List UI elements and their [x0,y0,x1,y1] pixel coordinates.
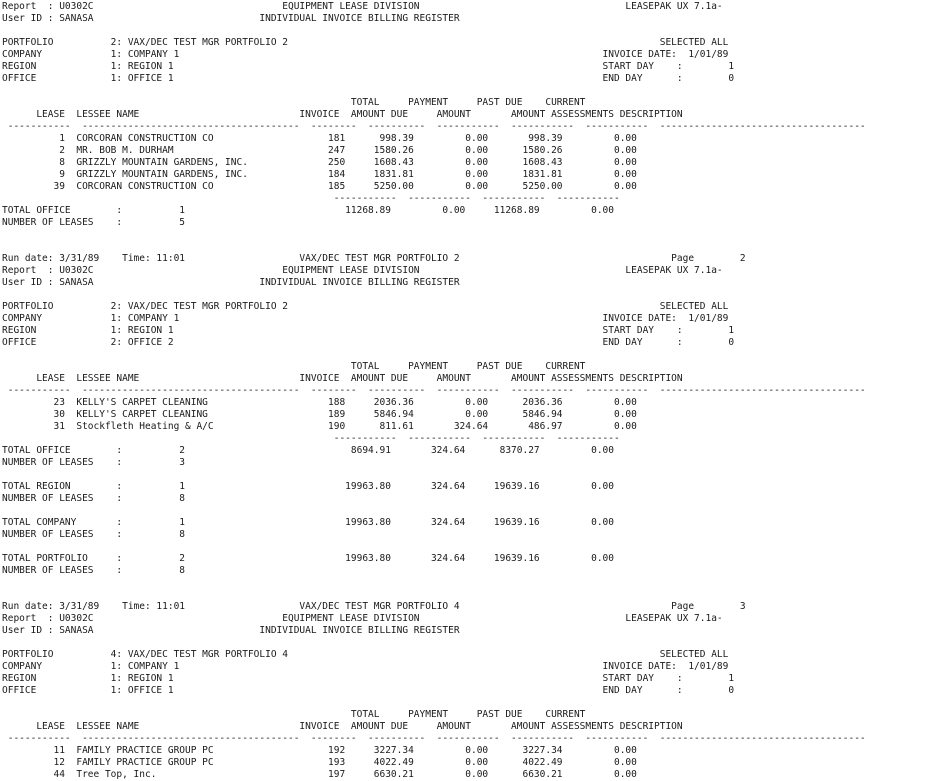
report-line: 44 Tree Top, Inc. 197 6630.21 0.00 6630.21 0.00 [2,769,637,780]
report-line: 23 KELLY'S CARPET CLEANING 188 2036.36 0.00 2036.36 0.00 [2,397,637,408]
report-line: User ID : SANASA INDIVIDUAL INVOICE BILLING REGISTER [2,13,460,24]
report-line: User ID : SANASA INDIVIDUAL INVOICE BILLING REGISTER [2,277,460,288]
report-line: Report : U0302C EQUIPMENT LEASE DIVISION LEASEPAK UX 7.1a- [2,613,723,624]
report-line: 39 CORCORAN CONSTRUCTION CO 185 5250.00 0.00 5250.00 0.00 [2,181,637,192]
report-line: NUMBER OF LEASES : 5 [2,217,186,228]
report-line: 8 GRIZZLY MOUNTAIN GARDENS, INC. 250 1608.43 0.00 1608.43 0.00 [2,157,637,168]
report-line: NUMBER OF LEASES : 8 [2,565,186,576]
report-line: REGION 1: REGION 1 START DAY : 1 [2,325,735,336]
report-line: Report : U0302C EQUIPMENT LEASE DIVISION LEASEPAK UX 7.1a- [2,265,723,276]
report-line: User ID : SANASA INDIVIDUAL INVOICE BILLING REGISTER [2,625,460,636]
report-line: REGION 1: REGION 1 START DAY : 1 [2,61,735,72]
report-line: PORTFOLIO 2: VAX/DEC TEST MGR PORTFOLIO 2 SELECTED ALL [2,37,729,48]
report-line: 11 FAMILY PRACTICE GROUP PC 192 3227.34 0.00 3227.34 0.00 [2,745,637,756]
report-line: COMPANY 1: COMPANY 1 INVOICE DATE: 1/01/89 [2,313,729,324]
report-line: NUMBER OF LEASES : 3 [2,457,186,468]
report-line: 12 FAMILY PRACTICE GROUP PC 193 4022.49 0.00 4022.49 0.00 [2,757,637,768]
report-line: 31 Stockfleth Heating & A/C 190 811.61 324.64 486.97 0.00 [2,421,637,432]
report-line: 2 MR. BOB M. DURHAM 247 1580.26 0.00 1580.26 0.00 [2,145,637,156]
report-line: TOTAL PAYMENT PAST DUE CURRENT [2,97,586,108]
report-line: ----------- -------------------------------------- -------- ---------- ----------- ----------- ----------- ------------------------------------ [2,121,866,132]
report-line: LEASE LESSEE NAME INVOICE AMOUNT DUE AMOUNT AMOUNT ASSESSMENTS DESCRIPTION [2,721,683,732]
report-line: NUMBER OF LEASES : 8 [2,529,186,540]
report-line: LEASE LESSEE NAME INVOICE AMOUNT DUE AMOUNT AMOUNT ASSESSMENTS DESCRIPTION [2,373,683,384]
report-line: Run date: 3/31/89 Time: 11:01 VAX/DEC TEST MGR PORTFOLIO 2 Page 2 [2,253,746,264]
report-line: Run date: 3/31/89 Time: 11:01 VAX/DEC TEST MGR PORTFOLIO 4 Page 3 [2,601,746,612]
report-line: OFFICE 1: OFFICE 1 END DAY : 0 [2,685,735,696]
report-line: 9 GRIZZLY MOUNTAIN GARDENS, INC. 184 1831.81 0.00 1831.81 0.00 [2,169,637,180]
report-line: TOTAL PAYMENT PAST DUE CURRENT [2,361,586,372]
report-line: Report : U0302C EQUIPMENT LEASE DIVISION LEASEPAK UX 7.1a- [2,1,723,12]
report-line: COMPANY 1: COMPANY 1 INVOICE DATE: 1/01/89 [2,49,729,60]
report-line: COMPANY 1: COMPANY 1 INVOICE DATE: 1/01/89 [2,661,729,672]
report-line: ----------- ----------- ----------- ----------- [2,193,620,204]
report-line: TOTAL COMPANY : 1 19963.80 324.64 19639.16 0.00 [2,517,614,528]
report-line: LEASE LESSEE NAME INVOICE AMOUNT DUE AMOUNT AMOUNT ASSESSMENTS DESCRIPTION [2,109,683,120]
report-line: ----------- -------------------------------------- -------- ---------- ----------- ----------- ----------- ------------------------------------ [2,733,866,744]
report-line: PORTFOLIO 4: VAX/DEC TEST MGR PORTFOLIO 4 SELECTED ALL [2,649,729,660]
report-line: REGION 1: REGION 1 START DAY : 1 [2,673,735,684]
report-line: ----------- ----------- ----------- ----------- [2,433,620,444]
report-line: PORTFOLIO 2: VAX/DEC TEST MGR PORTFOLIO 2 SELECTED ALL [2,301,729,312]
report-line: TOTAL REGION : 1 19963.80 324.64 19639.16 0.00 [2,481,614,492]
report-line: OFFICE 1: OFFICE 1 END DAY : 0 [2,73,735,84]
report-line: OFFICE 2: OFFICE 2 END DAY : 0 [2,337,735,348]
report-line: TOTAL PAYMENT PAST DUE CURRENT [2,709,586,720]
report-line: TOTAL OFFICE : 2 8694.91 324.64 8370.27 0.00 [2,445,614,456]
report-line: TOTAL PORTFOLIO : 2 19963.80 324.64 19639.16 0.00 [2,553,614,564]
report-line: 1 CORCORAN CONSTRUCTION CO 181 998.39 0.00 998.39 0.00 [2,133,637,144]
report-line: ----------- -------------------------------------- -------- ---------- ----------- ----------- ----------- ------------------------------------ [2,385,866,396]
report-line: NUMBER OF LEASES : 8 [2,493,186,504]
report-line: 30 KELLY'S CARPET CLEANING 189 5846.94 0.00 5846.94 0.00 [2,409,637,420]
report-line: TOTAL OFFICE : 1 11268.89 0.00 11268.89 0.00 [2,205,614,216]
